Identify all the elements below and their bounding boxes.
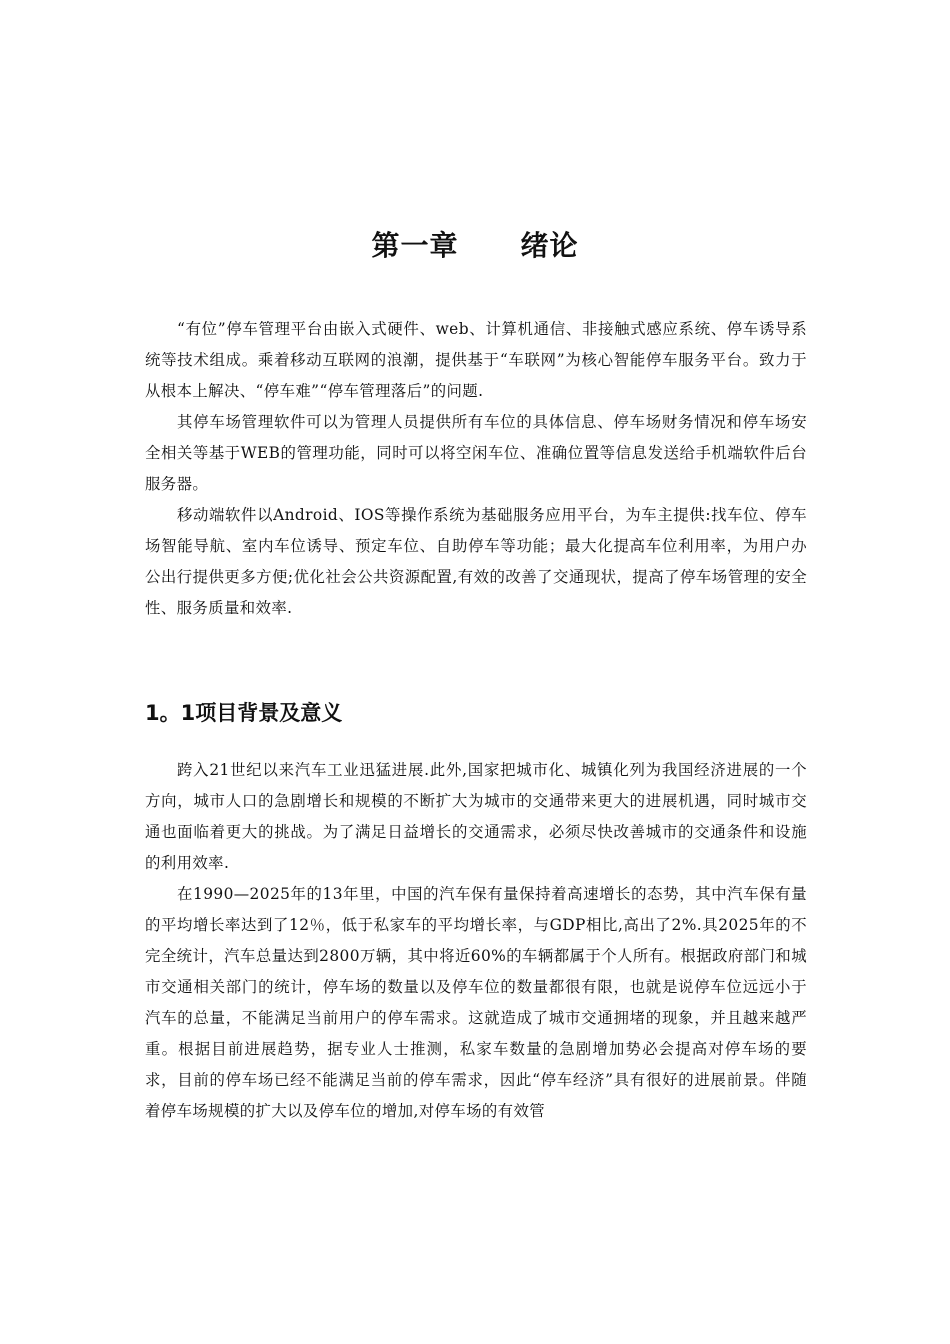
chapter-label: 第一章 <box>371 228 459 262</box>
chapter-name: 绪论 <box>520 228 579 262</box>
section-body <box>145 755 807 1127</box>
section-paragraph: 跨入21世纪以来汽车工业迅猛进展.此外,国家把城市化、城镇化列为我国经济进展的一个方向，城市人口的急剧增长和规模的不断扩大为城市的交通带来更大的进展机遇，同时城市交通也面临着更大的挑战。为了满足日益增长的交通需求，必须尽快改善城市的交通条件和设施的利用效率. <box>145 761 807 872</box>
intro-paragraph: “有位”停车管理平台由嵌入式硬件、web、计算机通信、非接触式感应系统、停车诱导系统等技术组成。乘着移动互联网的浪潮，提供基于“车联网”为核心智能停车服务平台。致力于从根本上解决、“停车难”“停车管理落后”的问题. <box>145 320 807 400</box>
intro-paragraph: 其停车场管理软件可以为管理人员提供所有车位的具体信息、停车场财务情况和停车场安全相关等基于WEB的管理功能，同时可以将空闲车位、准确位置等信息发送给手机端软件后台服务器。 <box>145 413 807 493</box>
intro-text <box>145 314 807 624</box>
intro-paragraph: 移动端软件以Android、IOS等操作系统为基础服务应用平台，为车主提供:找车位、停车场智能导航、室内车位诱导、预定车位、自助停车等功能；最大化提高车位利用率，为用户办公出行提供更多方便;优化社会公共资源配置,有效的改善了交通现状，提高了停车场管理的安全性、服务质量和效率. <box>145 506 807 617</box>
section-paragraph: 在1990—2025年的13年里，中国的汽车保有量保持着高速增长的态势，其中汽车保有量的平均增长率达到了12％，低于私家车的平均增长率，与GDP相比,高出了2%.具2025年的不完全统计，汽车总量达到2800万辆，其中将近60%的车辆都属于个人所有。根据政府部门和城市交通相关部门的统计，停车场的数量以及停车位的数量都很有限，也就是说停车位远远小于汽车的总量，不能满足当前用户的停车需求。这就造成了城市交通拥堵的现象，并且越来越严重。根据目前进展趋势，据专业人士推测，私家车数量的急剧增加势必会提高对停车场的要求，目前的停车场已经不能满足当前的停车需求，因此“停车经济”具有很好的进展前景。伴随着停车场规模的扩大以及停车位的增加,对停车场的有效管 <box>145 885 807 1120</box>
chapter-title <box>0 224 950 268</box>
section-heading: 1。1项目背景及意义 <box>145 701 343 725</box>
